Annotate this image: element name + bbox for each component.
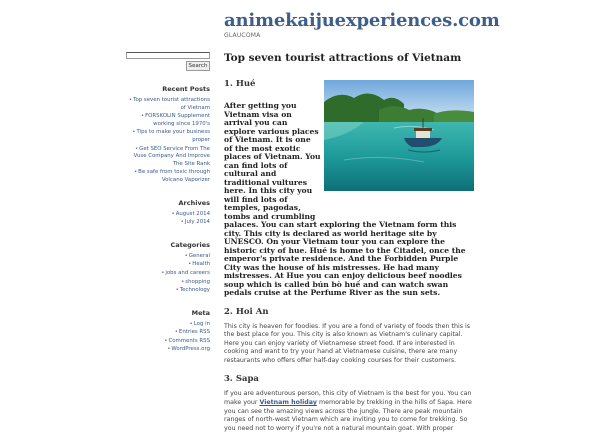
post-content bbox=[224, 52, 474, 433]
category-link[interactable]: •Health bbox=[188, 261, 210, 268]
full-width-text: palaces. You can start exploring the Vietnam form this city. This city is declared as world heritage site by UNESCO. On your Vietnam tour you can explore the historic city of hue. Hué is home to the Citadel, once the emperor's private residence. And the Forbidden Purple City was the house of his mistresses. He had many mistresses. At Hue you can enjoy delicious beef noodles soup which is called bún bò huế and can watch swan pedals cruise at the Perfume River as the sun sets. bbox=[224, 220, 466, 297]
boat-lake-photo bbox=[324, 80, 474, 191]
search-form bbox=[126, 52, 210, 71]
recent-post-link[interactable]: •Get SEO Service From The Vuse Company And Improve The Site Rank bbox=[133, 145, 210, 167]
category-link[interactable]: •General bbox=[184, 252, 210, 259]
bullet-icon: • bbox=[180, 219, 184, 226]
bullet-icon: • bbox=[132, 129, 136, 136]
post-title[interactable]: Top seven tourist attractions of Vietnam bbox=[224, 52, 462, 64]
categories-list bbox=[126, 253, 210, 295]
sidebar bbox=[126, 52, 210, 355]
site-description: GLAUCOMA bbox=[224, 32, 261, 39]
bullet-icon: • bbox=[189, 320, 193, 327]
categories-title: Categories bbox=[170, 240, 210, 249]
section-paragraph: If you are adventurous person, this city of Vietnam is the best for you. You can make your Vietnam holiday memorable by trekking in the hills of Sapa. Here you can see the amazing views across the jungle. There are peak mountain ranges of north-west Vietnam which are inviting you to come for trekking. So you need not to worry if you're not a natural mountain goat. With proper bbox=[224, 390, 472, 432]
section-paragraph: This city is heaven for foodies. If you are a fond of variety of foods then this is the best place for you. This city is also known as Vietnam's culinary capital. Here you can enjoy variety of Vietnamese street food. If are interested in cooking and want to try your hand at Vietnamese cuisine, there are many restaurants who offers offer half-day cooking courses for their customers. bbox=[224, 322, 471, 364]
bullet-icon: • bbox=[167, 346, 171, 353]
recent-posts-title: Recent Posts bbox=[162, 85, 210, 93]
category-link[interactable]: •shopping bbox=[181, 278, 210, 285]
bullet-icon: • bbox=[188, 261, 192, 268]
section-title: 2. Hoi An bbox=[224, 306, 269, 317]
meta-list bbox=[126, 321, 210, 354]
bullet-icon: • bbox=[181, 278, 185, 285]
bullet-icon: • bbox=[161, 269, 165, 276]
bullet-icon: • bbox=[184, 252, 188, 259]
category-link[interactable]: •Technology bbox=[175, 287, 210, 294]
archive-link[interactable]: •July 2014 bbox=[180, 219, 210, 226]
bullet-icon: • bbox=[174, 329, 178, 336]
archives-list bbox=[126, 211, 210, 227]
vietnam-holiday-link[interactable]: Vietnam holiday bbox=[259, 399, 317, 407]
recent-post-link[interactable]: •Tips to make your business proper bbox=[132, 129, 210, 143]
bullet-icon: • bbox=[175, 287, 179, 294]
archives-title: Archives bbox=[178, 198, 210, 207]
archive-link[interactable]: •August 2014 bbox=[171, 210, 210, 217]
section-sapa bbox=[224, 374, 474, 433]
bullet-icon: • bbox=[164, 337, 168, 344]
meta-link[interactable]: •Entries RSS bbox=[174, 329, 210, 336]
bullet-icon: • bbox=[133, 169, 138, 176]
section-title: 1. Hué bbox=[224, 79, 256, 89]
wrapped-text: After getting you Vietnam visa on arrival you can explore various places of Vietnam. It is one of the most exotic places of Vietnam. You can find lots of cultural and traditional vultures here. In this city you will find lots of temples, pagodas, tombs and crumbling bbox=[224, 101, 321, 221]
site-header bbox=[224, 10, 594, 39]
recent-posts-list bbox=[126, 97, 210, 185]
recent-post-link[interactable]: •FORSKOLIN Supplement working since 1970's bbox=[140, 113, 210, 127]
recent-post-link[interactable]: •Be safe from toxic through Volcano Vaporizer bbox=[133, 169, 210, 183]
bullet-icon: • bbox=[171, 210, 175, 217]
meta-link[interactable]: •Comments RSS bbox=[164, 337, 210, 344]
boat-lake-image bbox=[324, 80, 474, 191]
search-button[interactable]: Search bbox=[186, 61, 210, 71]
bullet-icon: • bbox=[140, 113, 145, 120]
bullet-icon: • bbox=[128, 97, 133, 103]
section-title: 3. Sapa bbox=[224, 374, 259, 385]
meta-link[interactable]: •WordPress.org bbox=[167, 346, 210, 353]
meta-title: Meta bbox=[191, 308, 210, 317]
search-input[interactable] bbox=[126, 52, 210, 59]
category-link[interactable]: •jobs and careers bbox=[161, 269, 210, 276]
section-hoi-an bbox=[224, 307, 474, 366]
recent-post-link[interactable]: •Top seven tourist attractions of Vietnam bbox=[128, 97, 210, 111]
bullet-icon: • bbox=[134, 145, 139, 152]
site-title[interactable]: animekaijuexperiences.com bbox=[224, 10, 500, 31]
meta-link[interactable]: •Log in bbox=[189, 320, 210, 327]
